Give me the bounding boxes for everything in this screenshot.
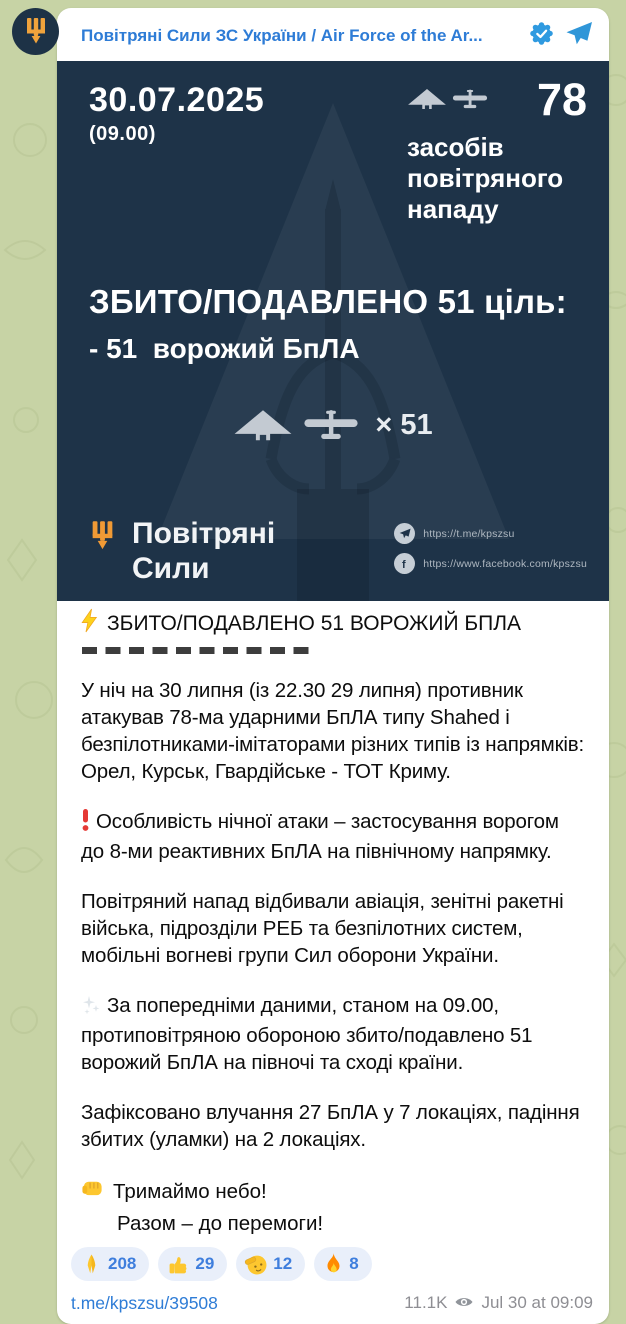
reaction-count: 8 [349,1254,359,1273]
facebook-circle-icon [394,553,415,574]
telegram-circle-icon [394,523,415,544]
paragraph: Повітряний напад відбивали авіація, зенітні ракетні війська, підрозділи РЕБ та безпілотних систем, мобільні вогневі групи Сил оборони України. [81,890,564,967]
timestamp: Jul 30 at 09:09 [481,1293,593,1312]
raised-fist-emoji [81,1176,104,1206]
verified-badge-icon [530,22,553,50]
air-force-trident-avatar-icon [23,16,49,48]
reactions-row [57,1237,609,1281]
view-count: 11.1K [404,1293,448,1312]
attack-label: засобів повітряного нападу [407,132,564,224]
closing-lines [81,1176,585,1237]
channel-avatar[interactable] [12,8,59,55]
meta-info [404,1292,593,1314]
paragraph: Зафіксовано влучання 27 БпЛА у 7 локаціях, падіння збитих (уламки) на 2 локаціях. [81,1101,580,1151]
brand-text: Повітряні Сили [132,517,276,585]
infographic-time: (09.00) [89,123,156,145]
post-link[interactable]: t.me/kpszsu/39508 [71,1292,218,1313]
infographic-date: 30.07.2025 [89,81,265,119]
small-plane-drone-icon [303,410,359,441]
paragraph: За попередніми даними, станом на 09.00, протиповітряною обороною збито/подавлено 51 ворожий БпЛА на півночі та сході країни. [81,994,533,1074]
downed-drones-row [57,409,609,442]
infographic-subheadline: - 51 ворожий БпЛА [89,333,360,364]
reaction-count: 29 [195,1254,215,1273]
closing-line: Тримаймо небо! [81,1176,585,1206]
trident-logo-icon [89,519,116,554]
message-bubble [57,8,609,1324]
infographic-headline-block [89,283,567,365]
lightning-emoji [81,609,98,639]
reaction-count: 12 [273,1254,293,1273]
infographic-headline: ЗБИТО/ПОДАВЛЕНО 51 ціль: [89,283,567,320]
post-title-text: ЗБИТО/ПОДАВЛЕНО 51 ВОРОЖИЙ БПЛА [107,612,522,635]
paragraph: У ніч на 30 липня (із 22.30 29 липня) противник атакував 78-ма ударними БпЛА типу Shahed і безпілотниками-імітаторами різних типів із напрямків: Орел, Курськ, Гвардійське - ТОТ Криму. [81,679,585,783]
small-plane-drone-icon [452,89,488,110]
infographic-date-block [89,81,264,146]
fire-emoji [324,1253,343,1275]
attack-stats-block [407,74,587,225]
air-force-brand [89,516,275,586]
reaction-fire[interactable] [314,1247,371,1281]
eye-icon [454,1294,474,1314]
svg-text:f: f [401,559,406,571]
delta-drone-icon [407,89,447,110]
reaction-count: 208 [108,1254,137,1273]
post-text [57,601,609,1237]
reaction-thumbs-up[interactable] [158,1247,227,1281]
post-image-infographic[interactable] [57,61,609,601]
dashed-separator [82,647,309,654]
message-header [57,8,609,61]
facebook-url: https://www.facebook.com/kpszsu [423,557,587,570]
thumbs-up-emoji [168,1254,189,1275]
paragraph: Особливість нічної атаки – застосування ворогом до 8-ми реактивних БпЛА на північному напрямку. [81,810,559,863]
reaction-folded-hands[interactable] [71,1247,149,1281]
reaction-saluting-face[interactable] [236,1247,305,1281]
drone-multiplier: × 51 [375,409,433,441]
red-exclamation-emoji [81,809,90,838]
message-footer [57,1281,609,1318]
attack-total: 78 [536,74,587,125]
telegram-url: https://t.me/kpszsu [423,527,515,540]
sparkle-emoji [81,995,101,1022]
saluting-face-emoji [246,1254,267,1275]
social-links [394,523,587,583]
telegram-plane-icon[interactable] [565,21,593,51]
delta-drone-icon [233,410,293,442]
closing-line: Разом – до перемоги! [81,1210,585,1237]
telegram-link-row [394,523,587,544]
facebook-link-row [394,553,587,574]
ukraine-flag-emoji [81,1214,108,1233]
channel-title[interactable]: Повітряні Сили ЗС України / Air Force of the Ar... [81,26,483,45]
post-title-line [81,609,585,639]
folded-hands-emoji [81,1254,102,1275]
